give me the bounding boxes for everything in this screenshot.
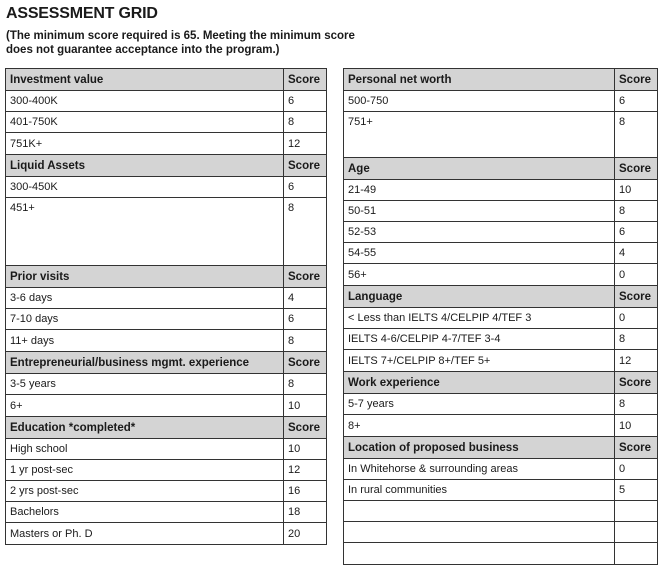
- section-prior-visits: [5, 265, 327, 351]
- table-row: [344, 264, 657, 285]
- score-column-header: Score: [619, 162, 651, 175]
- section-work-experience: [343, 371, 658, 436]
- criterion-label: High school: [6, 439, 284, 459]
- criterion-label: 11+ days: [6, 330, 284, 351]
- table-row: [6, 395, 326, 416]
- criterion-score: 6: [288, 181, 295, 193]
- criterion-label: 50-51: [344, 201, 615, 221]
- criterion-score: 5: [619, 484, 626, 496]
- right-column-table: [343, 68, 658, 565]
- criterion-score: 10: [288, 399, 301, 412]
- table-row: [344, 243, 657, 264]
- score-column-header: Score: [288, 421, 320, 434]
- section-header: [344, 69, 657, 91]
- section-header-label: Location of proposed business: [344, 437, 615, 458]
- table-row: [6, 177, 326, 198]
- section-header: [344, 158, 657, 180]
- criterion-score: 6: [619, 95, 626, 107]
- table-row: [6, 523, 326, 544]
- criterion-label: 6+: [6, 395, 284, 416]
- table-row: [6, 91, 326, 112]
- criterion-label: 54-55: [344, 243, 615, 263]
- table-row: [344, 394, 657, 415]
- criterion-score: 6: [619, 226, 626, 238]
- criterion-score: 8: [288, 334, 295, 347]
- table-row: [344, 480, 657, 501]
- score-column-header: Score: [288, 270, 320, 283]
- criterion-score: 4: [288, 292, 295, 304]
- score-column-header: Score: [619, 73, 651, 86]
- section-education-completed: [5, 416, 327, 545]
- criterion-score: 8: [288, 116, 295, 128]
- section-header: [344, 286, 657, 308]
- criterion-score: 8: [288, 378, 295, 390]
- criterion-score: 10: [619, 184, 632, 196]
- criterion-score: 0: [619, 268, 626, 281]
- criterion-label: 401-750K: [6, 112, 284, 132]
- table-row: [344, 91, 657, 112]
- table-row: [344, 201, 657, 222]
- minimum-score-note: (The minimum score required is 65. Meeting the minimum score does not guarantee acceptance into the program.): [6, 30, 355, 56]
- table-row: [344, 329, 657, 350]
- criterion-label: 56+: [344, 264, 615, 285]
- table-row: [6, 374, 326, 395]
- criterion-score: 8: [288, 202, 295, 214]
- score-column-header: Score: [619, 376, 651, 389]
- empty-row: [344, 501, 657, 522]
- table-row: [6, 288, 326, 309]
- section-header: [6, 266, 326, 288]
- criterion-score: 0: [619, 463, 626, 475]
- criterion-score: 20: [288, 527, 301, 540]
- section-liquid-assets: [5, 154, 327, 265]
- table-row: [344, 415, 657, 436]
- criterion-label: Masters or Ph. D: [6, 523, 284, 544]
- criterion-score: 12: [288, 464, 301, 476]
- table-row: [6, 330, 326, 351]
- section-language: [343, 285, 658, 371]
- score-column-header: Score: [288, 73, 320, 86]
- criterion-label: 1 yr post-sec: [6, 460, 284, 480]
- table-row: [6, 502, 326, 523]
- section-header-label: Liquid Assets: [6, 155, 284, 176]
- empty-cell: [344, 522, 615, 542]
- section-header-label: Age: [344, 158, 615, 179]
- criterion-score: 16: [288, 485, 301, 497]
- section-age: [343, 157, 658, 285]
- section-header-label: Prior visits: [6, 266, 284, 287]
- table-row: [6, 133, 326, 154]
- criterion-label: 8+: [344, 415, 615, 436]
- table-row: [6, 439, 326, 460]
- criterion-label: < Less than IELTS 4/CELPIP 4/TEF 3: [344, 308, 615, 328]
- empty-row: [344, 522, 657, 543]
- table-row: [344, 459, 657, 480]
- score-column-header: Score: [619, 441, 651, 454]
- criterion-score: 12: [288, 137, 301, 150]
- criterion-label: 300-450K: [6, 177, 284, 197]
- criterion-label: 3-5 years: [6, 374, 284, 394]
- criterion-label: 300-400K: [6, 91, 284, 111]
- section-header-label: Work experience: [344, 372, 615, 393]
- section-header: [344, 372, 657, 394]
- criterion-label: IELTS 4-6/CELPIP 4-7/TEF 3-4: [344, 329, 615, 349]
- section-header-label: Education *completed*: [6, 417, 284, 438]
- criterion-label: 2 yrs post-sec: [6, 481, 284, 501]
- criterion-score: 12: [619, 354, 632, 367]
- empty-cell: [615, 543, 657, 564]
- criterion-score: 8: [619, 116, 626, 128]
- table-row: [6, 309, 326, 330]
- section-entrepreneurial-business-mgmt-experience: [5, 351, 327, 416]
- section-header-label: Investment value: [6, 69, 284, 90]
- criterion-label: 3-6 days: [6, 288, 284, 308]
- section-header: [6, 69, 326, 91]
- section-investment-value: [5, 68, 327, 154]
- table-row: [344, 112, 657, 157]
- criterion-label: 751+: [344, 112, 615, 157]
- table-row: [6, 112, 326, 133]
- section-personal-net-worth: [343, 68, 658, 157]
- section-header-label: Language: [344, 286, 615, 307]
- criterion-label: 451+: [6, 198, 284, 265]
- table-row: [6, 198, 326, 265]
- table-row: [6, 460, 326, 481]
- criterion-label: 52-53: [344, 222, 615, 242]
- empty-cell: [344, 543, 615, 564]
- table-row: [344, 180, 657, 201]
- left-column-table: [5, 68, 327, 545]
- criterion-label: In Whitehorse & surrounding areas: [344, 459, 615, 479]
- criterion-score: 8: [619, 333, 626, 345]
- page-title: ASSESSMENT GRID: [6, 5, 158, 22]
- table-row: [344, 308, 657, 329]
- criterion-label: In rural communities: [344, 480, 615, 500]
- empty-cell: [615, 522, 657, 542]
- criterion-score: 6: [288, 95, 295, 107]
- table-row: [6, 481, 326, 502]
- section-header: [6, 155, 326, 177]
- section-header-label: Personal net worth: [344, 69, 615, 90]
- score-column-header: Score: [288, 356, 320, 369]
- criterion-score: 18: [288, 506, 301, 518]
- criterion-score: 8: [619, 205, 626, 217]
- criterion-score: 4: [619, 247, 626, 259]
- criterion-score: 8: [619, 398, 626, 410]
- criterion-score: 10: [619, 419, 632, 432]
- empty-row: [344, 543, 657, 564]
- criterion-label: 5-7 years: [344, 394, 615, 414]
- section-header: [6, 352, 326, 374]
- criterion-label: 21-49: [344, 180, 615, 200]
- criterion-score: 0: [619, 312, 626, 324]
- criterion-label: 751K+: [6, 133, 284, 154]
- section-header: [6, 417, 326, 439]
- criterion-label: Bachelors: [6, 502, 284, 522]
- section-location-of-proposed-business: [343, 436, 658, 565]
- criterion-label: IELTS 7+/CELPIP 8+/TEF 5+: [344, 350, 615, 371]
- section-header: [344, 437, 657, 459]
- criterion-score: 10: [288, 443, 301, 455]
- criterion-score: 6: [288, 313, 295, 325]
- criterion-label: 500-750: [344, 91, 615, 111]
- empty-cell: [344, 501, 615, 521]
- table-row: [344, 222, 657, 243]
- criterion-label: 7-10 days: [6, 309, 284, 329]
- section-header-label: Entrepreneurial/business mgmt. experience: [6, 352, 284, 373]
- score-column-header: Score: [619, 290, 651, 303]
- empty-cell: [615, 501, 657, 521]
- table-row: [344, 350, 657, 371]
- score-column-header: Score: [288, 159, 320, 172]
